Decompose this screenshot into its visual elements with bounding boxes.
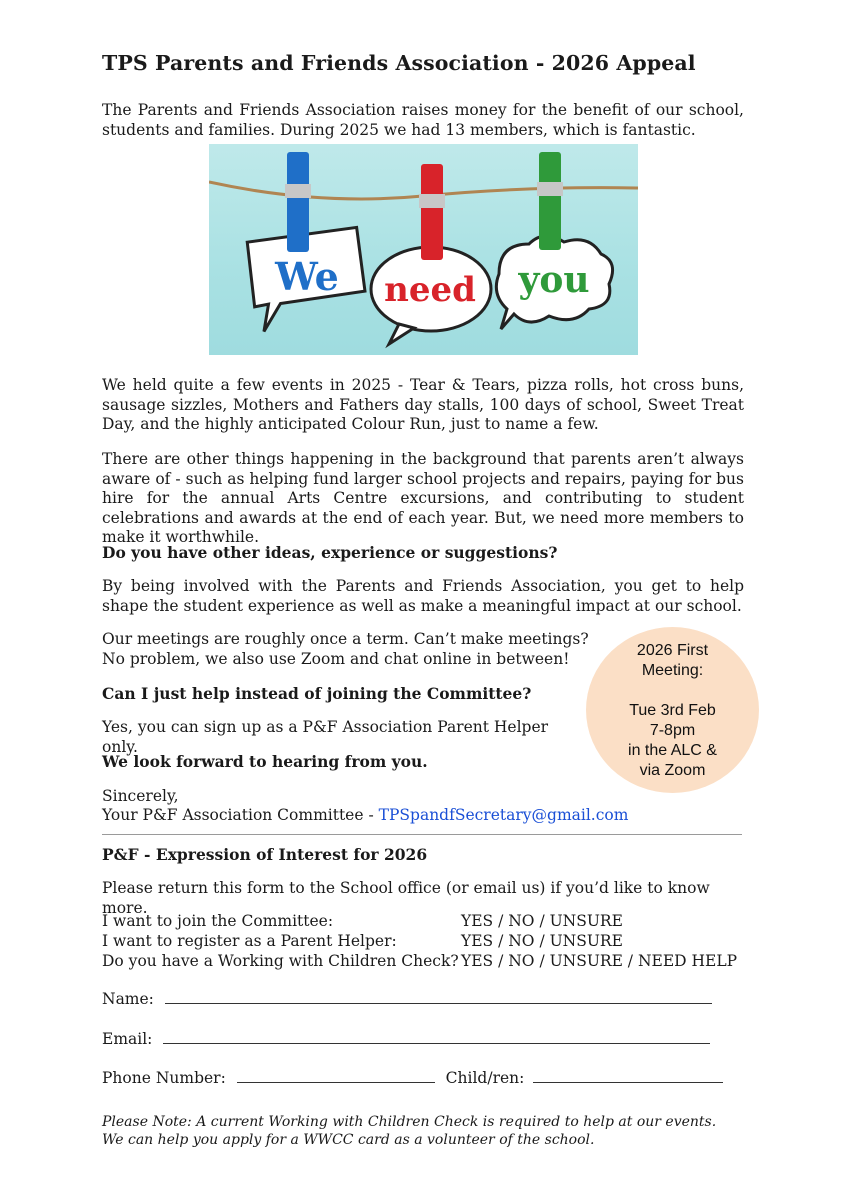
signoff-line xyxy=(102,806,744,826)
help-question: Can I just help instead of joining the Committee? xyxy=(102,684,532,703)
we-need-you-banner xyxy=(209,144,638,355)
phone-field-row xyxy=(102,1069,723,1089)
look-forward: We look forward to hearing from you. xyxy=(102,752,428,771)
meetings-line-1: Our meetings are roughly once a term. Can’t make meetings? xyxy=(102,630,589,648)
name-field[interactable] xyxy=(165,990,712,1004)
form-question-committee-label: I want to join the Committee: xyxy=(102,912,334,930)
form-question-helper-options[interactable]: YES / NO / UNSURE xyxy=(461,932,623,950)
meetings-line-2: No problem, we also use Zoom and chat online in between! xyxy=(102,650,570,668)
banner-illustration xyxy=(209,144,638,355)
banner-word-we: We xyxy=(275,254,339,299)
form-question-wwcc-options[interactable]: YES / NO / UNSURE / NEED HELP xyxy=(461,952,738,970)
name-field-row xyxy=(102,990,712,1010)
children-field[interactable] xyxy=(533,1069,723,1083)
red-peg xyxy=(419,164,445,260)
banner-word-need: need xyxy=(384,270,476,310)
meeting-badge-location: via Zoom xyxy=(639,762,706,779)
form-question-committee-options[interactable]: YES / NO / UNSURE xyxy=(461,912,623,930)
email-field-row xyxy=(102,1030,710,1050)
green-peg xyxy=(537,152,563,250)
note-line-1: Please Note: A current Working with Children Check is required to help at our events. xyxy=(102,1114,717,1130)
children-label: Child/ren: xyxy=(445,1069,525,1087)
page-title: TPS Parents and Friends Association - 2026 Appeal xyxy=(102,51,696,75)
form-question-helper-label: I want to register as a Parent Helper: xyxy=(102,932,397,950)
events-paragraph: We held quite a few events in 2025 - Tear & Tears, pizza rolls, hot cross buns, sausage sizzles, Mothers and Fathers day stalls, 100 days of school, Sweet Treat Day, and the highly anticipated Colour Run, just to name a few. xyxy=(102,376,744,433)
intro-paragraph: The Parents and Friends Association raises money for the benefit of our school, students and families. During 2025 we had 13 members, which is fantastic. xyxy=(102,101,744,139)
ideas-question: Do you have other ideas, experience or suggestions? xyxy=(102,543,558,562)
email-field[interactable] xyxy=(163,1030,710,1044)
meeting-badge-line: 2026 First xyxy=(636,642,709,659)
name-label: Name: xyxy=(102,990,154,1008)
help-answer: Yes, you can sign up as a P&F Association Parent Helper only. xyxy=(102,718,549,756)
meeting-badge-line: Meeting: xyxy=(641,662,704,679)
blue-peg xyxy=(285,152,311,252)
meeting-badge-location: in the ALC & xyxy=(628,742,717,759)
involved-paragraph: By being involved with the Parents and Friends Association, you get to help shape the student experience as well as make a meaningful impact at our school. xyxy=(102,577,744,615)
form-question-wwcc-label: Do you have a Working with Children Check? xyxy=(102,952,459,970)
form-divider xyxy=(102,834,742,835)
secretary-email-link[interactable]: TPSpandfSecretary@gmail.com xyxy=(378,806,629,824)
sincerely: Sincerely, xyxy=(102,787,179,805)
phone-label: Phone Number: xyxy=(102,1069,226,1087)
signoff-text: Your P&F Association Committee - xyxy=(102,806,374,824)
form-instructions: Please return this form to the School office (or email us) if you’d like to know more. xyxy=(102,879,710,917)
meeting-badge xyxy=(586,627,759,793)
background-paragraph: There are other things happening in the background that parents aren’t always aware of - such as helping fund larger school projects and repairs, paying for bus hire for the annual Arts Centre excursions, and contributing to student celebrations and awards at the end of each year. But, we need more members to make it worthwhile. xyxy=(102,450,744,546)
meeting-badge-time: 7-8pm xyxy=(649,722,696,739)
meeting-badge-date: Tue 3rd Feb xyxy=(629,702,716,719)
banner-word-you: you xyxy=(518,259,590,301)
phone-field[interactable] xyxy=(237,1069,435,1083)
form-heading: P&F - Expression of Interest for 2026 xyxy=(102,845,428,864)
note-line-2: We can help you apply for a WWCC card as a volunteer of the school. xyxy=(102,1132,595,1148)
email-label: Email: xyxy=(102,1030,153,1048)
